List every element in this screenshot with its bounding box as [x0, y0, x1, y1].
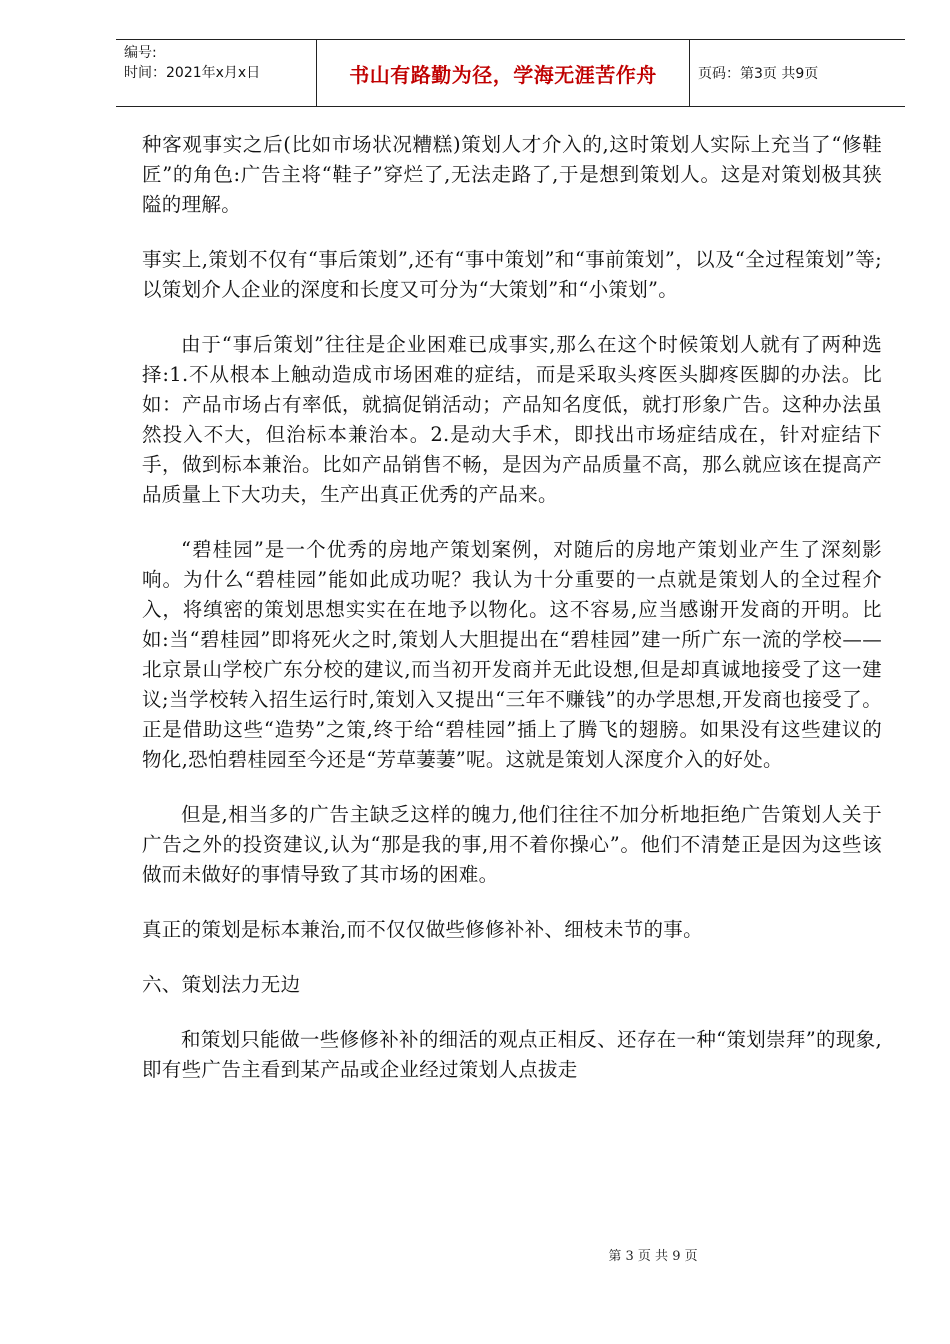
section-heading: 六、策划法力无边	[142, 973, 301, 996]
paragraph-5: 但是,相当多的广告主缺乏这样的魄力,他们往往不加分析地拒绝广告策划人关于广告之外的投资建议,认为“那是我的事,用不着你操心”。他们不清楚正是因为这些该做而未做好的事情导致了其市场的困难。	[142, 803, 882, 886]
paragraph-1: 种客观事实之后(比如市场状况糟糕)策划人才介入的,这时策划人实际上充当了“修鞋匠”的角色:广告主将“鞋子”穿烂了,无法走路了,于是想到策划人。这是对策划极其狭隘的理解。	[142, 133, 882, 216]
page-header	[116, 39, 905, 107]
paragraph-4: “碧桂园”是一个优秀的房地产策划案例，对随后的房地产策划业产生了深刻影响。为什么“碧桂园”能如此成功呢？我认为十分重要的一点就是策划人的全过程介入，将缜密的策划思想实实在在地予以物化。这不容易,应当感谢开发商的开明。比如:当“碧桂园”即将死火之时,策划人大胆提出在“碧桂园”建一所广东一流的学校——北京景山学校广东分校的建议,而当初开发商并无此设想,但是却真诚地接受了这一建议;当学校转入招生运行时,策划入又提出“三年不赚钱”的办学思想,开发商也接受了。正是借助这些“造势”之策,终于给“碧桂园”插上了腾飞的翅膀。如果没有这些建议的物化,恐怕碧桂园至今还是“芳草萋萋”呢。这就是策划人深度介入的好处。	[142, 538, 882, 771]
header-page-label: 页码：第3页 共9页	[698, 66, 819, 82]
header-meta	[116, 40, 316, 106]
header-number-label: 编号:	[124, 45, 157, 61]
paragraph-6: 真正的策划是标本兼治,而不仅仅做些修修补补、细枝未节的事。	[142, 918, 703, 941]
header-motto: 书山有路勤为径，学海无涯苦作舟	[316, 40, 690, 106]
paragraph-7: 和策划只能做一些修修补补的细活的观点正相反、还存在一种“策划崇拜”的现象,即有些广告主看到某产品或企业经过策划人点拔走	[142, 1028, 882, 1081]
footer-page-number: 第 3 页 共 9 页	[608, 1249, 698, 1264]
document-body	[142, 130, 882, 1110]
page-footer	[0, 1245, 950, 1264]
paragraph-2: 事实上,策划不仅有“事后策划”,还有“事中策划”和“事前策划”，以及“全过程策划”等;以策划介人企业的深度和长度又可分为“大策划”和“小策划”。	[142, 248, 882, 301]
header-time-label: 时间：2021年x月x日	[124, 65, 261, 81]
paragraph-3: 由于“事后策划”往往是企业困难已成事实,那么在这个时候策划人就有了两种选择:1.不从根本上触动造成市场困难的症结，而是采取头疼医头脚疼医脚的办法。比如：产品市场占有率低，就搞促销活动；产品知名度低，就打形象广告。这种办法虽然投入不大，但治标本兼治本。2.是动大手术，即找出市场症结成在，针对症结下手，做到标本兼治。比如产品销售不畅，是因为产品质量不高，那么就应该在提高产品质量上下大功夫，生产出真正优秀的产品来。	[142, 333, 882, 506]
